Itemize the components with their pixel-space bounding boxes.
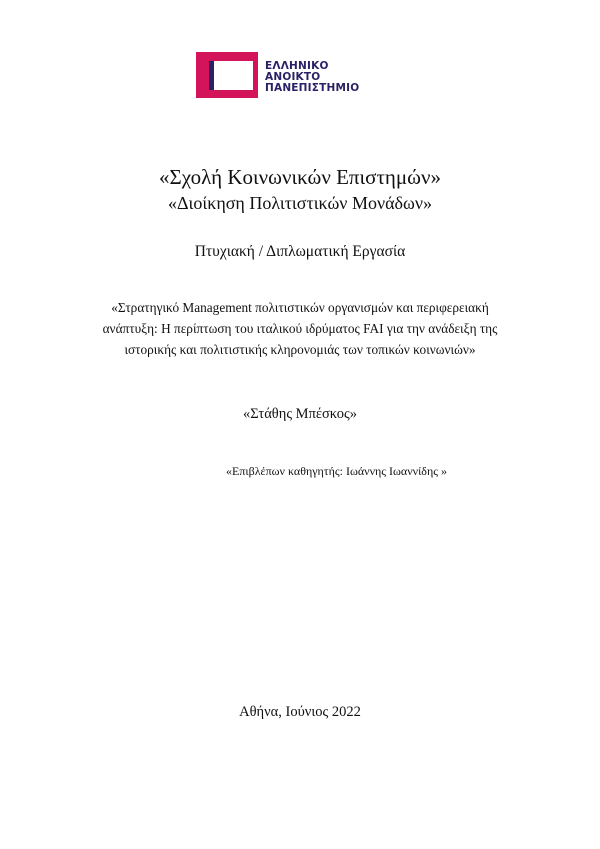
- place-date: Αθήνα, Ιούνιος 2022: [239, 704, 361, 720]
- logo-line-1: ΕΛΛΗΝΙΚΟ: [265, 60, 329, 72]
- logo-line-3: ΠΑΝΕΠΙΣΤΗΜΙΟ: [265, 82, 360, 94]
- university-logo: [196, 52, 386, 98]
- thesis-type: Πτυχιακή / Διπλωματική Εργασία: [194, 243, 406, 260]
- supervisor: «Επιβλέπων καθηγητής: Ιωάννης Ιωαννίδης »: [226, 464, 447, 478]
- school-name: «Σχολή Κοινωνικών Επιστημών»: [159, 165, 441, 189]
- author-name: «Στάθης Μπέσκος»: [242, 406, 358, 422]
- university-logo-text: [265, 61, 359, 94]
- department-name: «Διοίκηση Πολιτιστικών Μονάδων»: [167, 193, 432, 213]
- thesis-title: «Στρατηγικό Management πολιτιστικών οργανισμών και περιφερειακή ανάπτυξη: Η περίπτωση του ιταλικού ιδρύματος FAI για την ανάδειξη της ιστορικής και πολιτιστικής κληρονομιάς των τοπικών κοινωνιών»: [102, 300, 498, 357]
- university-logo-icon: [196, 52, 258, 98]
- logo-line-2: ΑΝΟΙΚΤΟ: [265, 71, 321, 83]
